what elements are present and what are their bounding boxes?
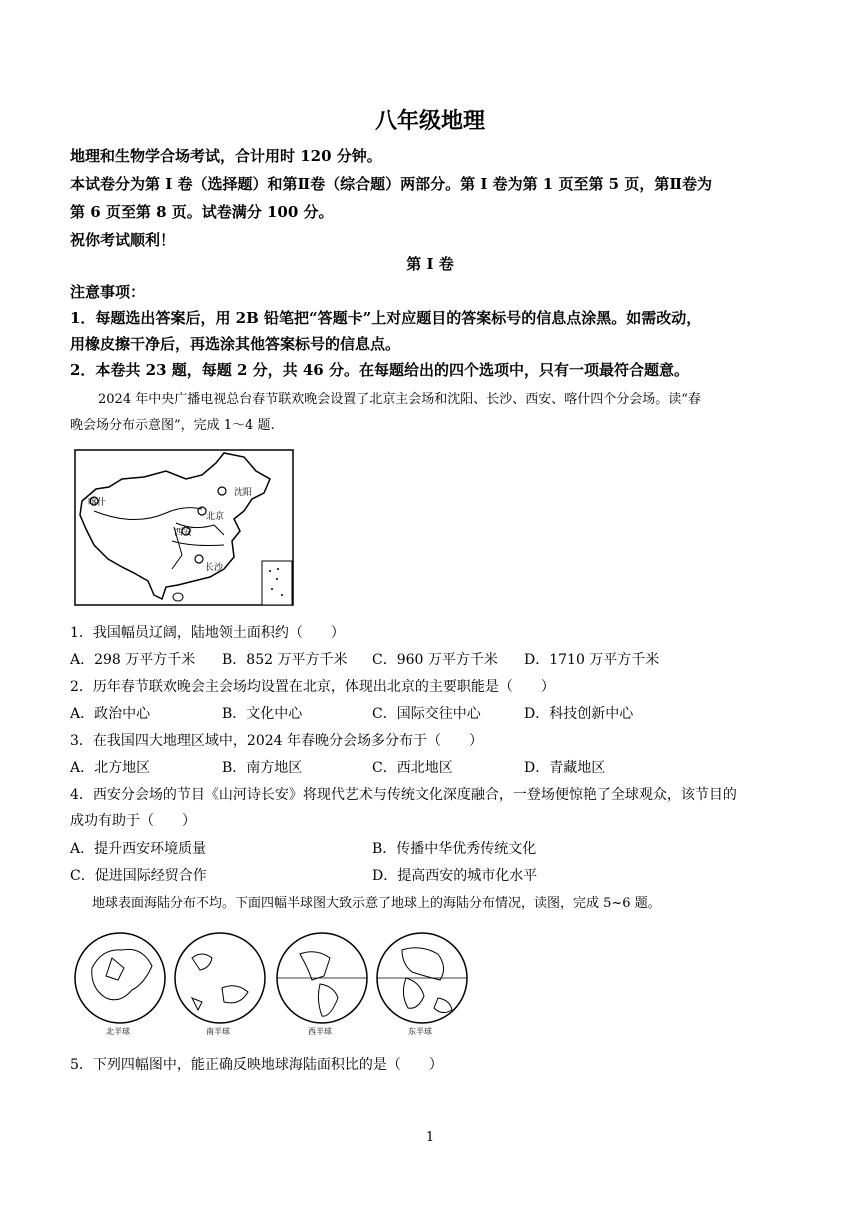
q3-option-a[interactable]: A．北方地区 — [70, 760, 151, 776]
q1-option-b[interactable]: B．852 万平方千米 — [222, 652, 348, 668]
question-1-stem: 1．我国幅员辽阔，陆地领土面积约（ ） — [70, 625, 345, 641]
globe-label-west: 西半球 — [308, 1027, 332, 1036]
globe-label-south: 南半球 — [206, 1027, 230, 1036]
q3-option-d[interactable]: D．青藏地区 — [524, 760, 606, 776]
page-number: 1 — [425, 1130, 435, 1145]
hemisphere-globes — [72, 928, 472, 1040]
intro-line-1: 地理和生物学合场考试，合计用时 120 分钟。 — [70, 147, 382, 165]
map-label-xian: 西安 — [174, 527, 193, 537]
q4-option-d[interactable]: D．提高西安的城市化水平 — [372, 868, 538, 884]
q4-option-a[interactable]: A．提升西安环境质量 — [70, 841, 207, 857]
material-1-line-2: 晚会场分布示意图”，完成 1～4 题. — [70, 418, 275, 433]
map-label-shenyang: 沈阳 — [234, 487, 253, 497]
material-1-line-1: 2024 年中央广播电视总台春节联欢晚会设置了北京主会场和沈阳、长沙、西安、喀什四个分会场。读“春 — [98, 392, 701, 407]
map-label-kashi: 喀什 — [88, 497, 107, 507]
notes-heading: 注意事项： — [70, 283, 146, 301]
q2-option-b[interactable]: B．文化中心 — [222, 706, 303, 722]
globe-label-east: 东半球 — [408, 1027, 432, 1036]
question-4-stem-cont: 成功有助于（ ） — [70, 813, 196, 829]
intro-line-3: 第 6 页至第 8 页。试卷满分 100 分。 — [70, 203, 334, 221]
china-venue-map — [74, 449, 294, 606]
q1-option-a[interactable]: A．298 万平方千米 — [70, 652, 196, 668]
note-1-cont: 用橡皮擦干净后，再选涂其他答案标号的信息点。 — [70, 335, 401, 353]
q4-option-b[interactable]: B．传播中华优秀传统文化 — [372, 841, 537, 857]
q2-option-a[interactable]: A．政治中心 — [70, 706, 151, 722]
section-title: 第 I 卷 — [406, 255, 454, 273]
intro-line-4: 祝你考试顺利！ — [70, 231, 176, 249]
question-2-stem: 2．历年春节联欢晚会主会场均设置在北京，体现出北京的主要职能是（ ） — [70, 679, 555, 695]
q3-option-b[interactable]: B．南方地区 — [222, 760, 303, 776]
map-label-changsha: 长沙 — [205, 562, 224, 572]
globe-label-north: 北半球 — [106, 1027, 130, 1036]
question-4-stem: 4．西安分会场的节目《山河诗长安》将现代艺术与传统文化深度融合，一登场便惊艳了全球观众，该节目的 — [70, 787, 737, 803]
question-3-stem: 3．在我国四大地理区域中，2024 年春晚分会场多分布于（ ） — [70, 733, 483, 749]
note-1: 1．每题选出答案后，用 2B 铅笔把“答题卡”上对应题目的答案标号的信息点涂黑。如需改动， — [70, 309, 702, 327]
q2-option-c[interactable]: C．国际交往中心 — [372, 706, 481, 722]
q1-option-c[interactable]: C．960 万平方千米 — [372, 652, 498, 668]
q4-option-c[interactable]: C．促进国际经贸合作 — [70, 868, 207, 884]
note-2: 2．本卷共 23 题，每题 2 分，共 46 分。在每题给出的四个选项中，只有一项最符合题意。 — [70, 361, 689, 379]
page-title: 八年级地理 — [374, 108, 485, 134]
intro-line-2: 本试卷分为第 I 卷（选择题）和第Ⅱ卷（综合题）两部分。第 I 卷为第 1 页至第 5 页，第Ⅱ卷为 — [70, 175, 712, 193]
q3-option-c[interactable]: C．西北地区 — [372, 760, 453, 776]
q1-option-d[interactable]: D．1710 万平方千米 — [524, 652, 660, 668]
map-label-beijing: 北京 — [206, 511, 225, 521]
material-2: 地球表面海陆分布不均。下面四幅半球图大致示意了地球上的海陆分布情况，读图，完成 5~6 题。 — [92, 896, 661, 911]
q2-option-d[interactable]: D．科技创新中心 — [524, 706, 634, 722]
question-5-stem: 5．下列四幅图中，能正确反映地球海陆面积比的是（ ） — [70, 1057, 443, 1073]
